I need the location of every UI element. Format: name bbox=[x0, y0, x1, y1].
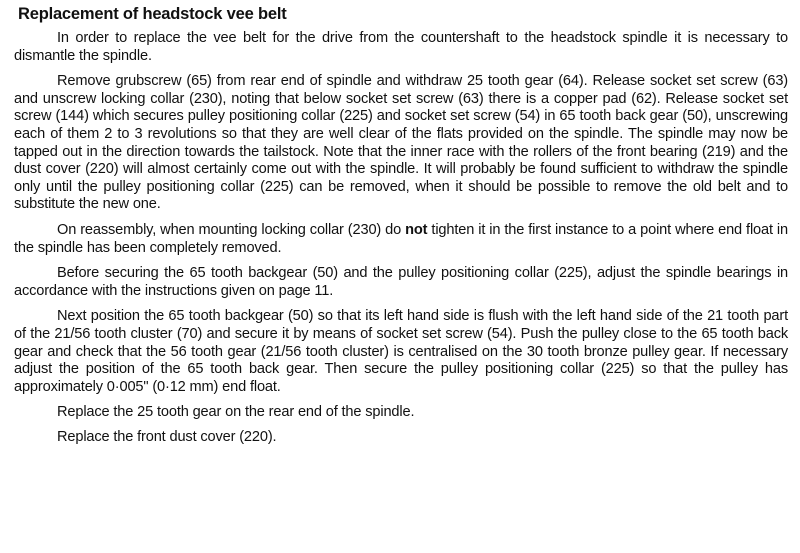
paragraph-bearing-adjust: Before securing the 65 tooth backgear (50) and the pulley positioning collar (225), adjust the spindle bearings in accordance with the instructions given on page 11. bbox=[14, 265, 788, 299]
paragraph-backgear-position: Next position the 65 tooth backgear (50) so that its left hand side is flush with the left hand side of the 21 tooth part of the 21/56 tooth cluster (70) and secure it by means of socket set screw (54). Push the pulley close to the 65 tooth back gear and check that the 56 tooth gear (21/56 tooth cluster) is centralised on the 30 tooth bronze pulley gear. If necessary adjust the position of the 65 tooth back gear. Then secure the pulley positioning collar (225) so that the pulley has approximately 0·005" (0·12 mm) end float. bbox=[14, 308, 788, 395]
paragraph-reassembly bbox=[14, 222, 788, 257]
reassembly-emphasis: not bbox=[405, 221, 428, 238]
paragraph-dismantle-steps: Remove grubscrew (65) from rear end of spindle and withdraw 25 tooth gear (64). Release socket set screw (63) and unscrew locking collar (230), noting that below socket set screw (63) there is a copper pad (62). Release socket set screw (144) which secures pulley positioning collar (225) and socket set screw (54) in 65 tooth back gear (50), unscrewing each of them 2 to 3 revolutions so that they are well clear of the flats provided on the spindle. The spindle may now be tapped out in the direction towards the tailstock. Note that the inner race with the rollers of the front bearing (219) and the dust cover (220) will almost certainly come out with the spindle. It will probably be found sufficient to withdraw the spindle only until the pulley positioning collar (225) can be removed, when it should be possible to remove the old belt and to substitute the new one. bbox=[14, 73, 788, 213]
paragraph-replace-gear: Replace the 25 tooth gear on the rear end of the spindle. bbox=[57, 404, 415, 421]
reassembly-text-before: On reassembly, when mounting locking collar (230) do bbox=[57, 221, 406, 238]
reassembly-text-after: tighten it in the first instance to a point where end float in the spindle has been completely removed. bbox=[14, 221, 788, 256]
section-title: Replacement of headstock vee belt bbox=[18, 5, 287, 23]
paragraph-intro: In order to replace the vee belt for the drive from the countershaft to the headstock spindle it is necessary to dismantle the spindle. bbox=[14, 30, 788, 64]
paragraph-replace-dust-cover: Replace the front dust cover (220). bbox=[57, 428, 277, 445]
